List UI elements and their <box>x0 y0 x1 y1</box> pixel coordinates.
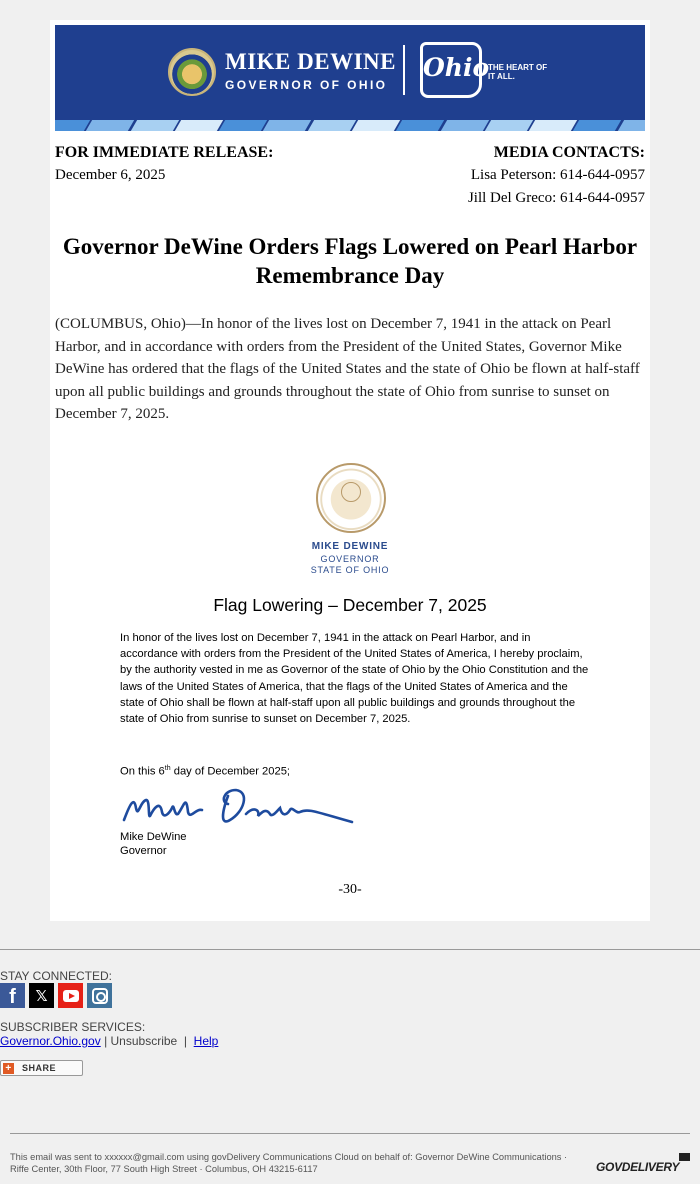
header-stripe <box>86 120 135 131</box>
header-stripe <box>55 120 90 131</box>
social-links <box>0 983 112 1008</box>
instagram-icon[interactable] <box>87 983 112 1008</box>
header-stripe <box>396 120 445 131</box>
signer-title: Governor <box>120 845 167 857</box>
youtube-icon[interactable] <box>58 983 83 1008</box>
ohio-logo: Ohio <box>423 53 490 82</box>
subscriber-links <box>0 1034 218 1048</box>
media-contact: Jill Del Greco: 614-644-0957 <box>467 190 645 206</box>
ohio-tagline: THE HEART OF IT ALL. <box>488 63 548 81</box>
header-stripe <box>485 120 534 131</box>
press-release-card <box>50 20 650 921</box>
governor-name: MIKE DEWINE <box>225 49 396 74</box>
ohio-seal-icon <box>168 48 216 96</box>
header-stripe <box>617 120 645 131</box>
proclamation-text: In honor of the lives lost on December 7, 1941 in the attack on Pearl Harbor, and in accordance with orders from the President of the United States of America, I hereby proclaim, by the authority vested in me as Governor of the state of Ohio by the Ohio Constitution and the laws of the United States of America, that the flags of the United States of America and the state of Ohio shall be flown at half-staff upon all public buildings and grounds throughout the state of Ohio from sunrise to sunset on December 7, 2025. <box>120 632 589 726</box>
proclamation-heading: Flag Lowering – December 7, 2025 <box>213 595 487 615</box>
header-stripe <box>573 120 622 131</box>
share-button[interactable] <box>0 1060 83 1076</box>
unsubscribe-link[interactable]: | Unsubscribe | <box>100 1034 194 1048</box>
facebook-icon[interactable]: f <box>0 983 25 1008</box>
seal-state: STATE OF OHIO <box>310 565 390 575</box>
header-stripe <box>130 120 179 131</box>
envelope-icon <box>679 1153 690 1161</box>
media-contact: Lisa Peterson: 614-644-0957 <box>470 167 645 183</box>
headline: Governor DeWine Orders Flags Lowered on Pearl Harbor Remembrance Day <box>62 234 638 288</box>
govdelivery-logo: GOVDELIVERY <box>596 1160 680 1174</box>
end-mark: -30- <box>338 882 362 897</box>
header-divider <box>403 45 405 95</box>
share-label: SHARE <box>22 1063 57 1073</box>
proclamation-date-line: On this 6th day of December 2025; <box>120 765 291 778</box>
signer-name: Mike DeWine <box>120 831 187 843</box>
seal-governor-name: MIKE DEWINE <box>311 541 389 552</box>
header-stripes <box>55 120 645 131</box>
header-stripe <box>352 120 401 131</box>
body-paragraph: (COLUMBUS, Ohio)—In honor of the lives lost on December 7, 1941 in the attack on Pearl Harbor, and in accordance with orders from the President of the United States, Governor Mike DeWine has ordered that the flags of the United States and the state of Ohio be flown at half-staff upon all public buildings and grounds throughout the state of Ohio from sunrise to sunset on December 7, 2025. <box>55 316 640 422</box>
footer-divider <box>0 949 700 950</box>
header-stripe <box>308 120 357 131</box>
media-contacts-label: MEDIA CONTACTS: <box>493 144 645 161</box>
footer-fine-print: This email was sent to xxxxxx@gmail.com using govDelivery Communications Cloud on behalf of: Governor DeWine Communications · Riffe Center, 30th Floor, 77 South High Street · Columbus, OH 43215-6117 <box>10 1152 568 1174</box>
release-label: FOR IMMEDIATE RELEASE: <box>55 144 274 161</box>
header-stripe <box>219 120 268 131</box>
seal-sun-icon <box>341 482 361 502</box>
footer-divider-2 <box>10 1133 690 1134</box>
signature-image <box>120 782 360 830</box>
governor-site-link[interactable]: Governor.Ohio.gov <box>0 1034 101 1048</box>
x-twitter-icon[interactable]: 𝕏 <box>29 983 54 1008</box>
stay-connected-label: STAY CONNECTED: <box>0 969 113 983</box>
header-banner <box>55 25 645 131</box>
header-stripe <box>263 120 312 131</box>
help-link[interactable]: Help <box>193 1034 219 1048</box>
header-stripe <box>529 120 578 131</box>
share-plus-icon: + <box>3 1063 14 1074</box>
governor-title: GOVERNOR OF OHIO <box>225 78 388 92</box>
header-stripe <box>440 120 489 131</box>
seal-governor-title: GOVERNOR <box>320 554 380 564</box>
subscriber-services-label: SUBSCRIBER SERVICES: <box>0 1020 146 1034</box>
release-date: December 6, 2025 <box>55 167 166 183</box>
header-stripe <box>175 120 224 131</box>
